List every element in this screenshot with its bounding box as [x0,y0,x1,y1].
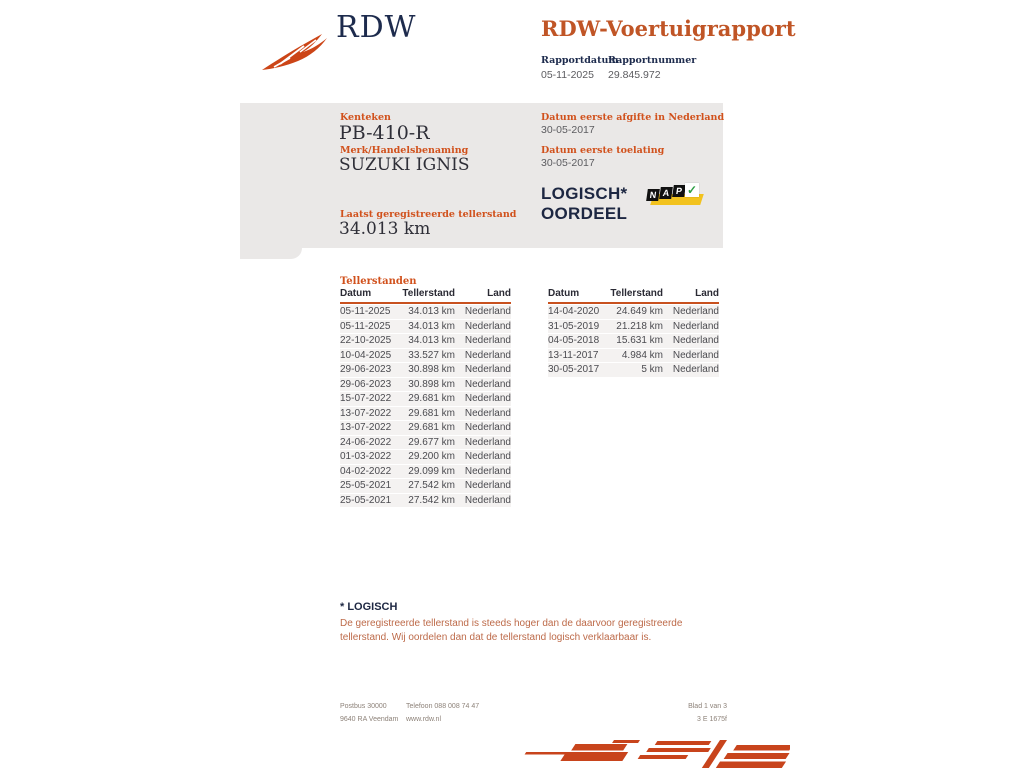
nap-letter-p: P [672,185,686,197]
tellerstanden-title: Tellerstanden [340,276,417,287]
footnote-text: De geregistreerde tellerstand is steeds hoger dan de daarvoor geregistreerde tellerstand. Wij oordelen dan dat de tellerstand logisch verklaarbaar is. [340,618,683,643]
column-header-tellerstand: Tellerstand [402,288,455,299]
footer-address [340,700,398,726]
nap-logo-icon [646,183,704,209]
oordeel-line1: LOGISCH* [541,184,628,203]
table-row: 04-02-2022 29.099 km Nederland [340,465,511,477]
footer-contact [406,700,479,726]
vehicle-summary-box-tab [240,248,302,259]
table-row: 15-07-2022 29.681 km Nederland [340,393,511,404]
eerste-toelating-label: Datum eerste toelating [541,145,665,156]
nap-letter-a: A [659,187,673,199]
oordeel-text [541,184,627,224]
column-header-tellerstand: Tellerstand [610,288,663,299]
table-row: 04-05-2018 15.631 km Nederland [548,335,719,346]
vehicle-summary-box [240,103,723,248]
report-date-label: Rapportdatum [541,55,619,66]
eerste-afgifte-value: 30-05-2017 [541,124,595,136]
merk-label: Merk/Handelsbenaming [340,145,469,156]
rdw-feather-logo-icon [260,26,332,74]
laatste-tellerstand-value: 34.013 km [339,219,431,239]
eerste-afgifte-label: Datum eerste afgifte in Nederland [541,112,725,123]
footer-form-code: 3 E 1675f [697,716,727,723]
table-row: 30-05-2017 5 km Nederland [548,364,719,375]
table-row: 31-05-2019 21.218 km Nederland [548,320,719,332]
footer-website[interactable]: www.rdw.nl [406,716,442,723]
report-number-value: 29.845.972 [608,69,661,81]
footer-address-line2: 9640 RA Veendam [340,716,399,723]
column-header-land: Land [695,288,719,299]
kenteken-value: PB-410-R [339,122,430,144]
footer-phone: Telefoon 088 008 74 47 [406,703,480,710]
table-header [548,288,719,304]
table-row: 05-11-2025 34.013 km Nederland [340,320,511,332]
table-row: 13-07-2022 29.681 km Nederland [340,407,511,419]
table-row: 14-04-2020 24.649 km Nederland [548,306,719,317]
page-title: RDW-Voertuigrapport [541,16,796,41]
table-row: 25-05-2021 27.542 km Nederland [340,494,511,506]
footer-page-number: Blad 1 van 3 [688,703,727,710]
table-rows-right [548,305,719,377]
laatste-tellerstand-label: Laatst geregistreerde tellerstand [340,209,517,220]
report-date-block [541,55,618,81]
table-row: 29-06-2023 30.898 km Nederland [340,378,511,390]
nap-letter-n: N [646,189,660,201]
table-row: 24-06-2022 29.677 km Nederland [340,436,511,448]
table-row: 13-11-2017 4.984 km Nederland [548,349,719,361]
oordeel-line2: OORDEEL [541,204,628,223]
table-row: 22-10-2025 34.013 km Nederland [340,335,511,346]
table-rows-left [340,305,511,507]
column-header-land: Land [487,288,511,299]
report-number-block [608,55,696,81]
column-header-datum: Datum [340,288,372,299]
table-row: 25-05-2021 27.542 km Nederland [340,480,511,491]
tellerstanden-table-left [340,288,511,507]
footnote-title: * LOGISCH [340,601,398,613]
footer-address-line1: Postbus 30000 [340,703,387,710]
rdw-logo-text: RDW [336,10,417,45]
report-date-value: 05-11-2025 [541,69,594,81]
table-row: 01-03-2022 29.200 km Nederland [340,451,511,462]
eerste-toelating-value: 30-05-2017 [541,157,595,169]
column-header-datum: Datum [548,288,580,299]
table-row: 10-04-2025 33.527 km Nederland [340,349,511,361]
footer-page-info [560,700,727,726]
table-row: 13-07-2022 29.681 km Nederland [340,422,511,433]
table-row: 05-11-2025 34.013 km Nederland [340,306,511,317]
table-header [340,288,511,304]
tellerstanden-table-right [548,288,719,377]
rdw-feather-bottom-graphic-icon [518,740,790,768]
report-number-label: Rapportnummer [608,55,697,66]
table-row: 29-06-2023 30.898 km Nederland [340,364,511,375]
merk-value: SUZUKI IGNIS [339,155,470,175]
nap-checkmark-icon: ✓ [686,183,698,197]
kenteken-label: Kenteken [340,112,391,123]
